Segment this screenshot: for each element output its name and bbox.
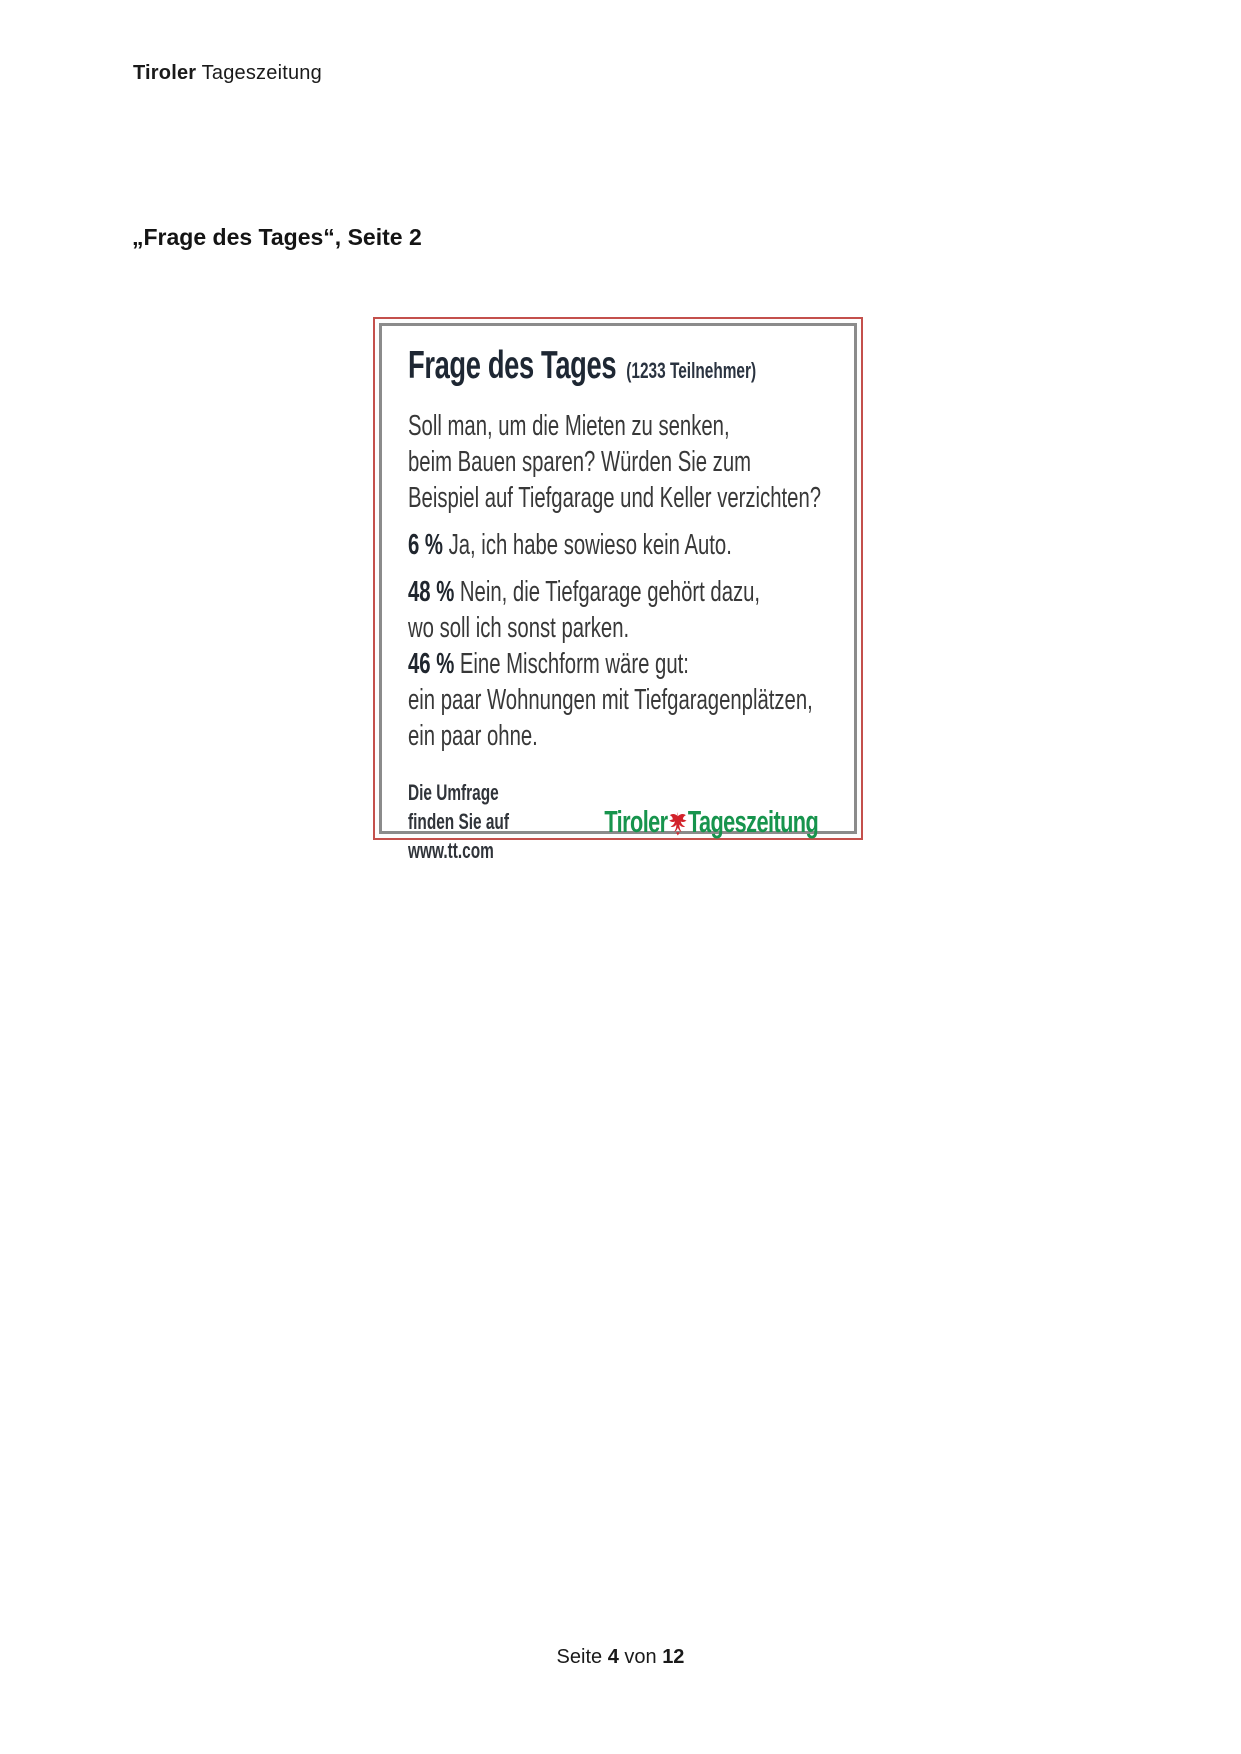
question-line: Soll man, um die Mieten zu senken,	[408, 410, 730, 442]
option-text: Eine Mischform wäre gut:	[459, 648, 689, 680]
option-line	[408, 574, 828, 610]
clipping-content	[408, 344, 828, 865]
logo-word-right: Tageszeitung	[687, 803, 819, 839]
participants-count: (1233 Teilnehmer)	[626, 358, 757, 383]
promo-line: finden Sie auf	[408, 809, 509, 834]
brand-rest-part: Tageszeitung	[196, 62, 322, 84]
clipping-red-frame	[373, 317, 863, 863]
option-line: ein paar Wohnungen mit Tiefgaragenplätzen,	[408, 684, 813, 716]
option-line: ein paar ohne.	[408, 720, 538, 752]
question-line: beim Bauen sparen? Würden Sie zum	[408, 446, 752, 478]
footer-current-page: 4	[607, 1646, 619, 1668]
logo-word-left: Tiroler	[604, 803, 668, 839]
option-percent: 46 %	[408, 648, 455, 680]
page-title: „Frage des Tages“, Seite 2	[132, 224, 422, 250]
question-line: Beispiel auf Tiefgarage und Keller verzichten?	[408, 482, 822, 514]
clipping-footer-row	[408, 778, 828, 865]
clipping-inner-frame	[379, 323, 857, 863]
page-number-footer	[0, 1646, 1241, 1669]
option-text: Ja, ich habe sowieso kein Auto.	[448, 529, 732, 561]
clipping-title-row	[408, 344, 828, 388]
newspaper-brand	[133, 62, 322, 85]
promo-url: www.tt.com	[408, 838, 494, 863]
option-line	[408, 527, 828, 563]
tiroler-tageszeitung-logo	[604, 804, 818, 840]
promo-text	[408, 778, 509, 865]
clipping-title: Frage des Tages	[408, 344, 617, 387]
option-percent: 48 %	[408, 576, 455, 608]
option-text: Nein, die Tiefgarage gehört dazu,	[459, 576, 761, 608]
poll-option-2	[408, 574, 828, 646]
option-line: wo soll ich sonst parken.	[408, 612, 630, 644]
poll-question	[408, 408, 828, 516]
option-line	[408, 646, 828, 682]
footer-separator: von	[618, 1646, 663, 1668]
tyrol-eagle-icon	[668, 811, 687, 836]
brand-bold-part: Tiroler	[133, 62, 197, 84]
footer-total-pages: 12	[662, 1646, 685, 1668]
promo-line: Die Umfrage	[408, 780, 499, 805]
poll-option-3	[408, 646, 828, 754]
footer-label: Seite	[556, 1646, 608, 1668]
option-percent: 6 %	[408, 529, 443, 561]
poll-option-1	[408, 527, 828, 563]
